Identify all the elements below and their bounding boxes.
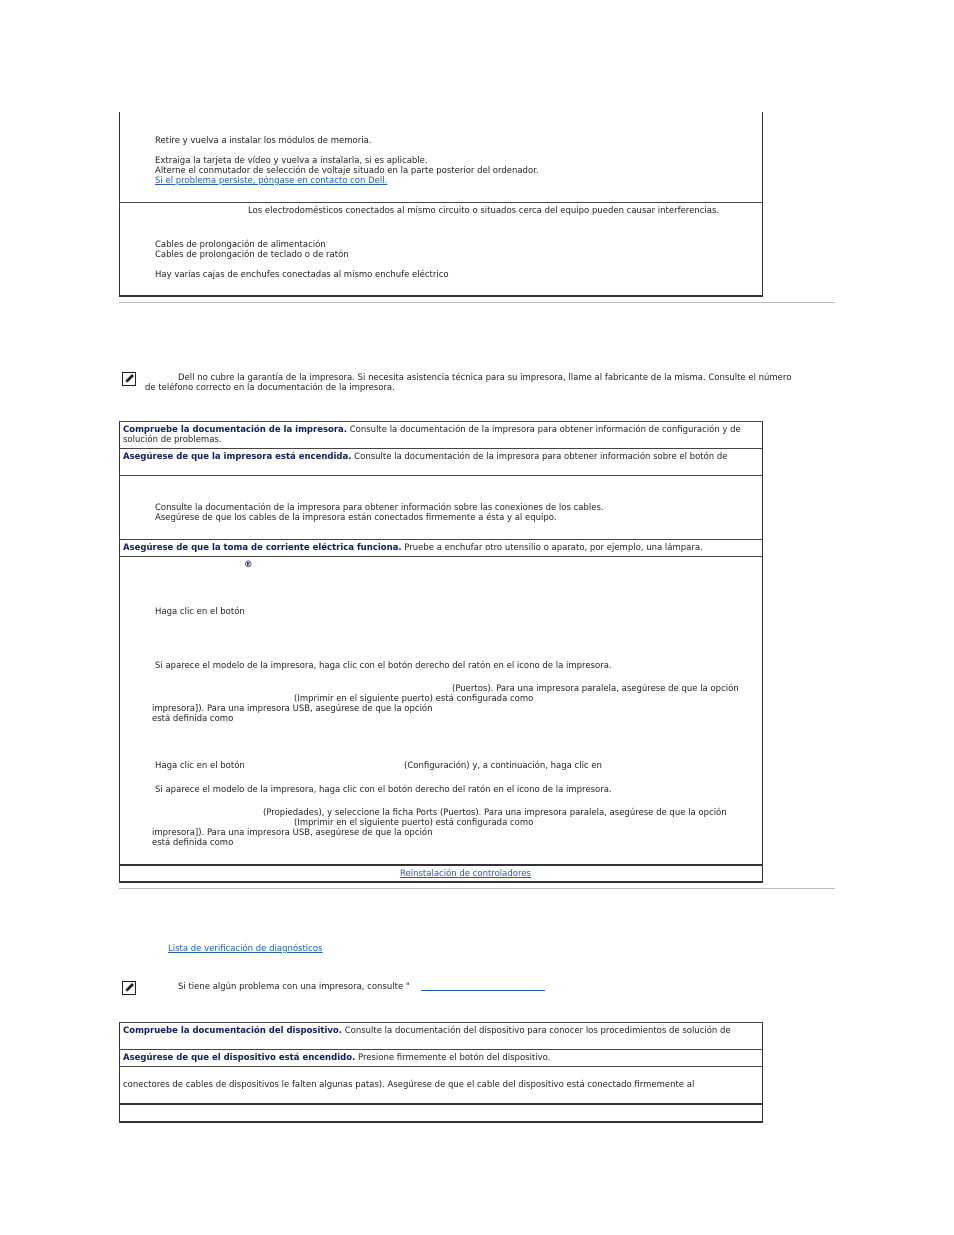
table-row-divider: [119, 1049, 763, 1050]
row-heading: Compruebe la documentación de la impresora.: [123, 425, 348, 435]
table-row-text: Los electrodomésticos conectados al mismo circuito o situados cerca del equipo pueden causar interferencias.: [248, 206, 720, 216]
table-row-text: Haga clic en el botón: [155, 607, 245, 617]
row-text: Pruebe a enchufar otro utensilio o aparato, por ejemplo, una lámpara.: [401, 543, 703, 553]
row-heading: Asegúrese de que la impresora está encendida.: [123, 452, 352, 462]
printer-warranty-note-cont: de teléfono correcto en la documentación de la impresora.: [145, 383, 395, 393]
list-item: Cables de prolongación de teclado o de ratón: [155, 250, 349, 260]
section-divider: [119, 888, 835, 889]
table-row-text: Consulte la documentación de la impresora para obtener información sobre las conexiones de los cables.: [155, 503, 604, 513]
table-top-border: [119, 1022, 763, 1023]
table-row-divider: [119, 475, 763, 476]
table-row-text: Alterne el conmutador de selección de voltaje situado en la parte posterior del ordenador.: [155, 166, 539, 176]
table-row-divider: [119, 1066, 763, 1067]
table-row-divider: [119, 864, 763, 866]
table-row-printer-on: [123, 452, 728, 462]
device-problems-table: [119, 1022, 763, 1122]
table-row-divider: [119, 556, 763, 557]
table-row-check-docs: [123, 425, 741, 435]
row-heading: Compruebe la documentación del dispositivo.: [123, 1026, 342, 1036]
table-row-outlet: [123, 543, 703, 553]
table-row-text: (Propiedades), y seleccione la ficha Ports (Puertos). Para una impresora paralela, asegúrese de que la opción: [263, 808, 727, 818]
note-pencil-icon: [122, 372, 136, 386]
contact-dell-link[interactable]: Si el problema persiste, póngase en contacto con Dell.: [155, 176, 388, 186]
table-row-text: Asegúrese de que los cables de la impresora están conectados firmemente a ésta y al equipo.: [155, 513, 557, 523]
printer-warranty-note: Dell no cubre la garantía de la impresora. Si necesita asistencia técnica para su impresora, llame al fabricante de la misma. Consulte el número: [178, 373, 792, 383]
table-row-device-on: [123, 1053, 550, 1063]
table-row-divider: [119, 202, 763, 203]
row-text: Consulte la documentación de la impresora para obtener información sobre el botón de: [351, 452, 728, 462]
table-row-text: (Configuración) y, a continuación, haga clic en: [404, 761, 602, 771]
table-row-check-device-docs: [123, 1026, 731, 1036]
printer-problem-note: Si tiene algún problema con una impresora, consulte ": [178, 982, 410, 992]
table-row-text: Extraiga la tarjeta de vídeo y vuelva a instalarla, si es aplicable.: [155, 156, 428, 166]
table-row-text: conectores de cables de dispositivos le falten algunas patas). Asegúrese de que el cable del dispositivo está conectado firmemente al: [123, 1080, 695, 1090]
table-row-text: impresora]). Para una impresora USB, asegúrese de que la opción: [152, 828, 433, 838]
row-text: Consulte la documentación del dispositivo para conocer los procedimientos de solución de: [342, 1026, 731, 1036]
table-row-text: está definida como: [152, 714, 234, 724]
table-top-border: [119, 421, 763, 422]
table-row-text: Haga clic en el botón: [155, 761, 245, 771]
section-divider: [119, 302, 835, 303]
row-text: Presione firmemente el botón del dispositivo.: [355, 1053, 551, 1063]
table-row-text: (Imprimir en el siguiente puerto) está configurada como: [294, 694, 534, 704]
table-row-divider: [119, 448, 763, 449]
diagnostics-checklist-link[interactable]: Lista de verificación de diagnósticos: [168, 944, 323, 954]
table-bottom-border: [119, 1121, 763, 1123]
table-row-text: impresora]). Para una impresora USB, asegúrese de que la opción: [152, 704, 433, 714]
row-text-cont: solución de problemas.: [123, 435, 222, 445]
note-pencil-icon: [122, 981, 136, 995]
table-row-text: está definida como: [152, 838, 234, 848]
reinstall-drivers-link[interactable]: Reinstalación de controladores: [400, 869, 531, 879]
row-heading: Asegúrese de que el dispositivo está encendido.: [123, 1053, 356, 1063]
table-row-text: Si aparece el modelo de la impresora, haga clic con el botón derecho del ratón en el icono de la impresora.: [155, 661, 612, 671]
list-item: Cables de prolongación de alimentación: [155, 240, 326, 250]
registered-mark: ®: [244, 560, 253, 570]
table-row-text: Si aparece el modelo de la impresora, haga clic con el botón derecho del ratón en el icono de la impresora.: [155, 785, 612, 795]
table-row-divider: [119, 1103, 763, 1105]
table-row-text: (Puertos). Para una impresora paralela, asegúrese de que la opción: [452, 684, 739, 694]
table-bottom-border: [119, 881, 763, 883]
table-bottom-border: [119, 295, 763, 297]
list-item: Hay varias cajas de enchufes conectadas al mismo enchufe eléctrico: [155, 270, 449, 280]
row-heading: Asegúrese de que la toma de corriente eléctrica funciona.: [123, 543, 402, 553]
row-text: Consulte la documentación de la impresora para obtener información de configuración y de: [347, 425, 741, 435]
table-row-text: Retire y vuelva a instalar los módulos de memoria.: [155, 136, 372, 146]
table-row-divider: [119, 539, 763, 540]
printer-problems-link-placeholder[interactable]: [421, 990, 545, 991]
table-row-text: (Imprimir en el siguiente puerto) está configurada como: [294, 818, 534, 828]
